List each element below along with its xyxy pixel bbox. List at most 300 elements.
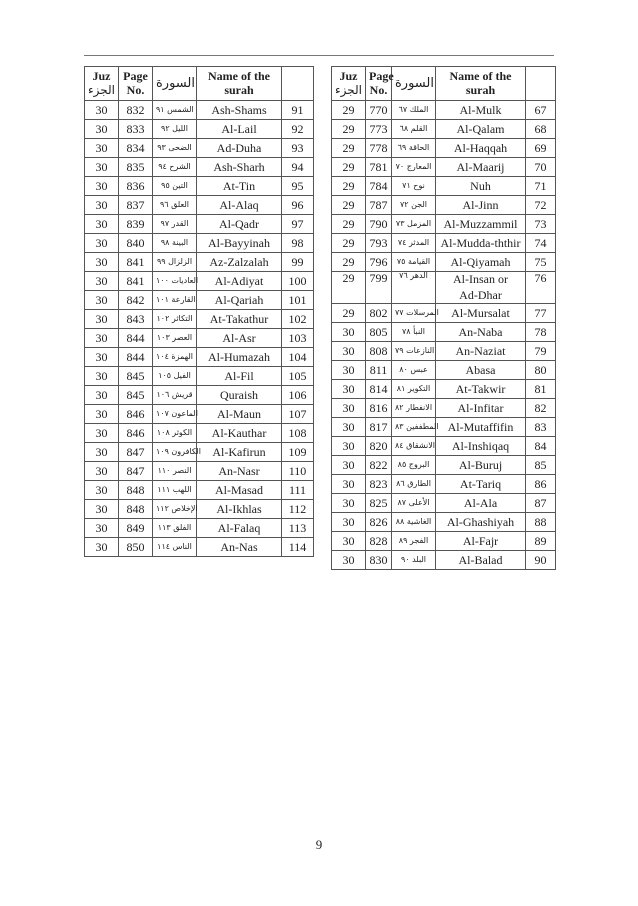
surah-number-cell: 112 — [282, 500, 314, 519]
page-number: 9 — [315, 837, 323, 852]
page-cell: 839 — [119, 215, 153, 234]
surah-arabic-cell: الانشقاق ٨٤ — [392, 437, 436, 456]
juz-cell: 30 — [332, 380, 366, 399]
surah-name-cell: Al-Mulk — [436, 101, 526, 120]
surah-number-cell: 111 — [282, 481, 314, 500]
page-cell: 823 — [366, 475, 392, 494]
surah-name-cell: Al-Jinn — [436, 196, 526, 215]
surah-number-cell: 107 — [282, 405, 314, 424]
surah-name-cell: Al-Bayyinah — [197, 234, 282, 253]
surah-arabic-cell: الهمزة ١٠٤ — [153, 348, 197, 367]
page-cell: 817 — [366, 418, 392, 437]
surah-number-cell: 106 — [282, 386, 314, 405]
surah-number-cell: 91 — [282, 101, 314, 120]
surah-arabic-cell: الشمس ٩١ — [153, 101, 197, 120]
surah-arabic-cell: الحاقة ٦٩ — [392, 139, 436, 158]
surah-name-cell: Al-Qalam — [436, 120, 526, 139]
surah-number-cell: 81 — [526, 380, 556, 399]
surah-name-cell: Al-Ala — [436, 494, 526, 513]
table-row — [332, 215, 556, 234]
surah-arabic-cell: القلم ٦٨ — [392, 120, 436, 139]
surah-arabic-cell: الانفطار ٨٢ — [392, 399, 436, 418]
surah-arabic-cell: المرسلات ٧٧ — [392, 304, 436, 323]
surah-number-cell: 87 — [526, 494, 556, 513]
page-cell: 848 — [119, 500, 153, 519]
number-header — [526, 67, 556, 101]
surah-name-cell: At-Takathur — [197, 310, 282, 329]
page-cell: 841 — [119, 253, 153, 272]
surah-name-cell: Al-Muzzammil — [436, 215, 526, 234]
juz-cell: 30 — [85, 481, 119, 500]
surah-number-cell: 74 — [526, 234, 556, 253]
page-cell: 841 — [119, 272, 153, 291]
surah-number-cell: 75 — [526, 253, 556, 272]
juz-cell: 30 — [85, 310, 119, 329]
table-row — [85, 139, 314, 158]
surah-arabic-cell: المزمل ٧٣ — [392, 215, 436, 234]
table-row — [332, 101, 556, 120]
juz-cell: 30 — [332, 399, 366, 418]
table-row — [85, 234, 314, 253]
surah-name-cell: Quraish — [197, 386, 282, 405]
page-cell: 835 — [119, 158, 153, 177]
juz-header-arabic: الجزء — [335, 83, 362, 97]
surah-arabic-cell: النبأ ٧٨ — [392, 323, 436, 342]
juz-cell: 30 — [332, 361, 366, 380]
juz-cell: 29 — [332, 304, 366, 323]
table-row — [85, 538, 314, 557]
surah-number-cell: 73 — [526, 215, 556, 234]
surah-name-cell: Al-Humazah — [197, 348, 282, 367]
table-row — [85, 462, 314, 481]
page-cell: 846 — [119, 405, 153, 424]
surah-arabic-cell: نوح ٧١ — [392, 177, 436, 196]
surah-number-cell: 113 — [282, 519, 314, 538]
page-cell: 787 — [366, 196, 392, 215]
page-cell: 830 — [366, 551, 392, 570]
table-header — [85, 67, 314, 101]
surah-name-cell: Al-Fil — [197, 367, 282, 386]
page-cell: 843 — [119, 310, 153, 329]
surah-number-cell: 103 — [282, 329, 314, 348]
juz-cell: 30 — [332, 551, 366, 570]
table-row — [85, 443, 314, 462]
surah-name-cell: Al-Qadr — [197, 215, 282, 234]
surah-name-cell: An-Nasr — [197, 462, 282, 481]
surah-number-cell: 80 — [526, 361, 556, 380]
table-row — [85, 253, 314, 272]
surah-arabic-cell: النصر ١١٠ — [153, 462, 197, 481]
surah-arabic-cell: الفجر ٨٩ — [392, 532, 436, 551]
surah-arabic-cell: المطففين ٨٣ — [392, 418, 436, 437]
number-header — [282, 67, 314, 101]
table-body — [332, 101, 556, 570]
juz-header-arabic: الجزء — [88, 83, 115, 97]
surah-number-cell: 72 — [526, 196, 556, 215]
table-row — [85, 196, 314, 215]
surah-number-cell: 109 — [282, 443, 314, 462]
juz-cell: 29 — [332, 215, 366, 234]
table-row — [85, 310, 314, 329]
juz-cell: 30 — [85, 158, 119, 177]
surah-number-cell: 68 — [526, 120, 556, 139]
page-cell: 826 — [366, 513, 392, 532]
page-cell: 847 — [119, 462, 153, 481]
surah-name-cell: Al-Falaq — [197, 519, 282, 538]
page-cell: 833 — [119, 120, 153, 139]
name-header: Name of the surah — [197, 67, 282, 101]
surah-number-cell: 104 — [282, 348, 314, 367]
surah-arabic-cell: القارعة ١٠١ — [153, 291, 197, 310]
table-row — [85, 424, 314, 443]
surah-number-cell: 98 — [282, 234, 314, 253]
page-cell: 842 — [119, 291, 153, 310]
juz-cell: 30 — [332, 532, 366, 551]
surah-number-cell: 95 — [282, 177, 314, 196]
page-cell: 778 — [366, 139, 392, 158]
juz-cell: 30 — [85, 519, 119, 538]
surah-name-cell: Al-Maarij — [436, 158, 526, 177]
table-row — [332, 380, 556, 399]
table-row — [85, 120, 314, 139]
page-cell: 850 — [119, 538, 153, 557]
surah-arabic-header: السورة — [392, 67, 436, 101]
surah-number-cell: 89 — [526, 532, 556, 551]
surah-number-cell: 88 — [526, 513, 556, 532]
table-row — [332, 234, 556, 253]
surah-arabic-cell: العصر ١٠٣ — [153, 329, 197, 348]
table-row — [85, 367, 314, 386]
page-cell: 837 — [119, 196, 153, 215]
surah-name-cell: Al-Ikhlas — [197, 500, 282, 519]
page-cell: 781 — [366, 158, 392, 177]
surah-name-cell: At-Tin — [197, 177, 282, 196]
juz-cell: 30 — [332, 456, 366, 475]
juz-cell: 29 — [332, 101, 366, 120]
page-cell: 836 — [119, 177, 153, 196]
table-row — [332, 272, 556, 304]
surah-number-cell: 84 — [526, 437, 556, 456]
table-row — [85, 101, 314, 120]
surah-number-cell: 114 — [282, 538, 314, 557]
juz-cell: 30 — [332, 494, 366, 513]
table-row — [85, 348, 314, 367]
page-cell: 816 — [366, 399, 392, 418]
surah-name-cell: Al-Ghashiyah — [436, 513, 526, 532]
page-cell: 840 — [119, 234, 153, 253]
juz-cell: 30 — [332, 475, 366, 494]
page-cell: 845 — [119, 386, 153, 405]
top-rule — [84, 55, 554, 56]
surah-arabic-cell: اللهب ١١١ — [153, 481, 197, 500]
juz-cell: 30 — [85, 386, 119, 405]
surah-arabic-cell: الملك ٦٧ — [392, 101, 436, 120]
surah-arabic-cell: الدهر ٧٦ — [392, 272, 436, 304]
surah-number-cell: 71 — [526, 177, 556, 196]
surah-number-cell: 94 — [282, 158, 314, 177]
table-row — [332, 139, 556, 158]
surah-name-cell: Ash-Sharh — [197, 158, 282, 177]
page-cell: 814 — [366, 380, 392, 399]
surah-arabic-cell: الأعلى ٨٧ — [392, 494, 436, 513]
surah-arabic-cell: الشرح ٩٤ — [153, 158, 197, 177]
page-cell: 828 — [366, 532, 392, 551]
page-cell: 846 — [119, 424, 153, 443]
juz-cell: 30 — [85, 500, 119, 519]
table-row — [85, 386, 314, 405]
surah-name-cell: Al-Fajr — [436, 532, 526, 551]
table-row — [85, 519, 314, 538]
juz-cell: 30 — [85, 139, 119, 158]
juz-cell: 30 — [332, 342, 366, 361]
surah-arabic-cell: التين ٩٥ — [153, 177, 197, 196]
table-row — [332, 158, 556, 177]
juz-cell: 29 — [332, 234, 366, 253]
surah-name-cell: At-Takwir — [436, 380, 526, 399]
surah-number-cell: 97 — [282, 215, 314, 234]
page-cell: 848 — [119, 481, 153, 500]
table-row — [332, 196, 556, 215]
table-row — [332, 437, 556, 456]
surah-name-cell: Al-Mursalat — [436, 304, 526, 323]
juz-cell: 30 — [332, 437, 366, 456]
surah-name-cell: Al-Qiyamah — [436, 253, 526, 272]
surah-arabic-cell: النازعات ٧٩ — [392, 342, 436, 361]
surah-index-table-right — [331, 66, 556, 570]
juz-cell: 29 — [332, 158, 366, 177]
surah-arabic-cell: التكاثر ١٠٢ — [153, 310, 197, 329]
table-row — [332, 399, 556, 418]
surah-arabic-cell: الإخلاص ١١٢ — [153, 500, 197, 519]
table-row — [85, 272, 314, 291]
table-row — [85, 158, 314, 177]
surah-name-cell: Al-Balad — [436, 551, 526, 570]
surah-name-cell: An-Naba — [436, 323, 526, 342]
surah-name-cell: Al-Mudda-ththir — [436, 234, 526, 253]
surah-arabic-cell: الكوثر ١٠٨ — [153, 424, 197, 443]
juz-cell: 30 — [85, 424, 119, 443]
surah-arabic-cell: الغاشية ٨٨ — [392, 513, 436, 532]
table-header — [332, 67, 556, 101]
table-row — [332, 120, 556, 139]
page-cell: 834 — [119, 139, 153, 158]
table-row — [332, 342, 556, 361]
surah-number-cell: 100 — [282, 272, 314, 291]
juz-cell: 30 — [85, 329, 119, 348]
surah-name-cell: Al-Haqqah — [436, 139, 526, 158]
surah-name-cell: Al-Inshiqaq — [436, 437, 526, 456]
surah-number-cell: 93 — [282, 139, 314, 158]
name-header: Name of the surah — [436, 67, 526, 101]
juz-cell: 30 — [85, 272, 119, 291]
surah-number-cell: 99 — [282, 253, 314, 272]
surah-arabic-cell: البلد ٩٠ — [392, 551, 436, 570]
page-cell: 799 — [366, 272, 392, 304]
surah-number-cell: 70 — [526, 158, 556, 177]
juz-cell: 30 — [85, 120, 119, 139]
table-row — [332, 323, 556, 342]
surah-name-cell: Al-Mutaffifin — [436, 418, 526, 437]
surah-arabic-cell: الناس ١١٤ — [153, 538, 197, 557]
juz-cell: 29 — [332, 272, 366, 304]
surah-arabic-cell: الفيل ١٠٥ — [153, 367, 197, 386]
table-row — [332, 475, 556, 494]
surah-number-cell: 79 — [526, 342, 556, 361]
table-row — [332, 494, 556, 513]
surah-name-cell: Al-Qariah — [197, 291, 282, 310]
surah-number-cell: 105 — [282, 367, 314, 386]
page-header: Page No. — [119, 67, 153, 101]
surah-name-cell: Al-Alaq — [197, 196, 282, 215]
surah-number-cell: 110 — [282, 462, 314, 481]
juz-cell: 30 — [332, 513, 366, 532]
page-cell: 825 — [366, 494, 392, 513]
surah-name-cell: Al-Kafirun — [197, 443, 282, 462]
juz-cell: 30 — [85, 462, 119, 481]
page-cell: 844 — [119, 329, 153, 348]
page-cell: 784 — [366, 177, 392, 196]
table-row — [332, 456, 556, 475]
juz-cell: 29 — [332, 196, 366, 215]
page-cell: 808 — [366, 342, 392, 361]
surah-number-cell: 69 — [526, 139, 556, 158]
page-cell: 796 — [366, 253, 392, 272]
surah-number-cell: 67 — [526, 101, 556, 120]
juz-cell: 30 — [85, 196, 119, 215]
surah-number-cell: 92 — [282, 120, 314, 139]
page-cell: 849 — [119, 519, 153, 538]
surah-name-cell: Abasa — [436, 361, 526, 380]
surah-arabic-cell: المدثر ٧٤ — [392, 234, 436, 253]
surah-arabic-cell: قريش ١٠٦ — [153, 386, 197, 405]
surah-number-cell: 83 — [526, 418, 556, 437]
surah-arabic-cell: الضحى ٩٣ — [153, 139, 197, 158]
surah-number-cell: 90 — [526, 551, 556, 570]
table-row — [85, 215, 314, 234]
surah-arabic-cell: البينة ٩٨ — [153, 234, 197, 253]
surah-name-cell: Al-Lail — [197, 120, 282, 139]
page-cell: 832 — [119, 101, 153, 120]
surah-name-cell: Al-Asr — [197, 329, 282, 348]
surah-arabic-cell: البروج ٨٥ — [392, 456, 436, 475]
surah-name-cell: Al-Insan or Ad-Dhar — [436, 272, 526, 304]
page-cell: 773 — [366, 120, 392, 139]
juz-header: Juz الجزء — [332, 67, 366, 101]
table-row — [85, 481, 314, 500]
juz-cell: 29 — [332, 253, 366, 272]
surah-arabic-cell: الفلق ١١٣ — [153, 519, 197, 538]
surah-number-cell: 102 — [282, 310, 314, 329]
juz-cell: 30 — [85, 538, 119, 557]
table-row — [332, 532, 556, 551]
surah-number-cell: 101 — [282, 291, 314, 310]
table-row — [332, 253, 556, 272]
page-cell: 805 — [366, 323, 392, 342]
surah-number-cell: 78 — [526, 323, 556, 342]
surah-name-cell: Al-Maun — [197, 405, 282, 424]
surah-name-cell: Nuh — [436, 177, 526, 196]
surah-name-cell: An-Nas — [197, 538, 282, 557]
surah-arabic-header: السورة — [153, 67, 197, 101]
table-body — [85, 101, 314, 557]
juz-cell: 30 — [85, 234, 119, 253]
surah-name-cell: Al-Masad — [197, 481, 282, 500]
surah-arabic-cell: العاديات ١٠٠ — [153, 272, 197, 291]
surah-number-cell: 86 — [526, 475, 556, 494]
table-row — [85, 405, 314, 424]
surah-name-cell: Al-Buruj — [436, 456, 526, 475]
table-row — [332, 304, 556, 323]
juz-cell: 30 — [332, 323, 366, 342]
table-row — [332, 177, 556, 196]
page-cell: 822 — [366, 456, 392, 475]
page-cell: 847 — [119, 443, 153, 462]
page-cell: 770 — [366, 101, 392, 120]
page-cell: 790 — [366, 215, 392, 234]
juz-cell: 30 — [85, 443, 119, 462]
page-cell: 845 — [119, 367, 153, 386]
surah-arabic-cell: الجن ٧٢ — [392, 196, 436, 215]
juz-cell: 30 — [85, 215, 119, 234]
surah-name-cell: At-Tariq — [436, 475, 526, 494]
page-header: Page No. — [366, 67, 392, 101]
surah-arabic-cell: الكافرون ١٠٩ — [153, 443, 197, 462]
table-row — [332, 551, 556, 570]
juz-cell: 30 — [85, 348, 119, 367]
surah-arabic-cell: الماعون ١٠٧ — [153, 405, 197, 424]
juz-cell: 29 — [332, 120, 366, 139]
surah-arabic-cell: عبس ٨٠ — [392, 361, 436, 380]
page-cell: 820 — [366, 437, 392, 456]
juz-cell: 30 — [332, 418, 366, 437]
juz-cell: 29 — [332, 177, 366, 196]
juz-cell: 30 — [85, 177, 119, 196]
page-cell: 802 — [366, 304, 392, 323]
table-row — [85, 329, 314, 348]
surah-arabic-cell: التكوير ٨١ — [392, 380, 436, 399]
surah-name-cell: An-Naziat — [436, 342, 526, 361]
surah-number-cell: 96 — [282, 196, 314, 215]
juz-cell: 29 — [332, 139, 366, 158]
page-cell: 844 — [119, 348, 153, 367]
surah-arabic-cell: العلق ٩٦ — [153, 196, 197, 215]
surah-number-cell: 82 — [526, 399, 556, 418]
juz-cell: 30 — [85, 253, 119, 272]
surah-arabic-cell: المعارج ٧٠ — [392, 158, 436, 177]
surah-arabic-cell: القيامة ٧٥ — [392, 253, 436, 272]
surah-name-cell: Ad-Duha — [197, 139, 282, 158]
surah-name-cell: Az-Zalzalah — [197, 253, 282, 272]
juz-cell: 30 — [85, 367, 119, 386]
surah-number-cell: 77 — [526, 304, 556, 323]
table-row — [85, 291, 314, 310]
table-row — [85, 177, 314, 196]
surah-index-table-left — [84, 66, 314, 557]
juz-cell: 30 — [85, 101, 119, 120]
juz-header: Juz الجزء — [85, 67, 119, 101]
surah-arabic-cell: الزلزال ٩٩ — [153, 253, 197, 272]
surah-arabic-cell: الليل ٩٢ — [153, 120, 197, 139]
surah-number-cell: 76 — [526, 272, 556, 304]
surah-name-cell: Ash-Shams — [197, 101, 282, 120]
surah-number-cell: 85 — [526, 456, 556, 475]
page-cell: 793 — [366, 234, 392, 253]
surah-arabic-cell: الطارق ٨٦ — [392, 475, 436, 494]
table-row — [332, 418, 556, 437]
surah-name-cell: Al-Adiyat — [197, 272, 282, 291]
surah-name-cell: Al-Kauthar — [197, 424, 282, 443]
juz-cell: 30 — [85, 291, 119, 310]
